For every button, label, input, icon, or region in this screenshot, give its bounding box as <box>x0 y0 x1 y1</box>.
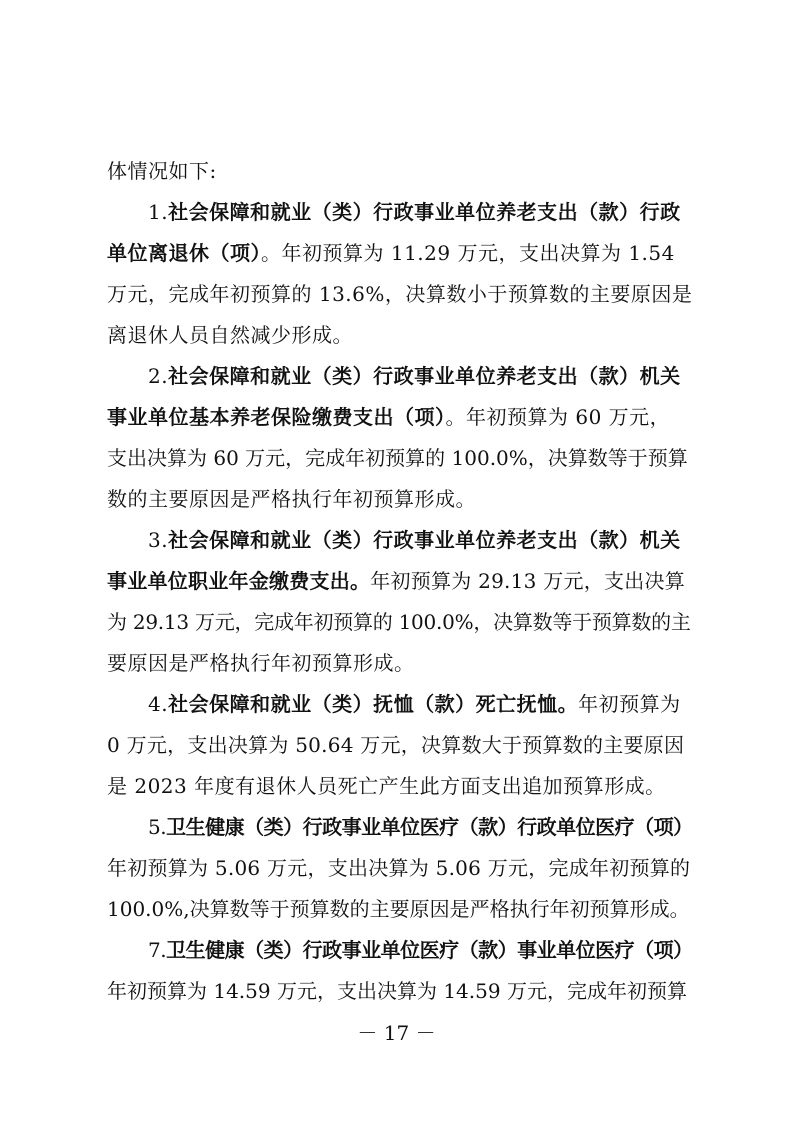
item-7-title-1: 卫生健康（类）行政事业单位医疗（款）事业单位医疗（项） <box>166 938 693 962</box>
item-2-line-1 <box>148 356 693 396</box>
item-7-line-1 <box>148 930 693 970</box>
item-4-number: 4. <box>148 692 169 716</box>
item-2-title-2: 事业单位基本养老保险缴费支出（项） <box>107 405 446 429</box>
item-4-text-2: 0 万元，支出决算为 50.64 万元，决算数大于预算数的主要原因 <box>107 733 685 757</box>
item-3-title-1: 社会保障和就业（类）行政事业单位养老支出（款）机关 <box>168 528 681 552</box>
item-4-line-1 <box>148 684 693 724</box>
item-3-line-1 <box>148 520 693 560</box>
item-2-text-4: 数的主要原因是严格执行年初预算形成。 <box>107 487 476 511</box>
item-1-title-2: 单位离退休（项） <box>107 241 261 265</box>
item-4-title-1: 社会保障和就业（类）抚恤（款）死亡抚恤。 <box>168 692 579 716</box>
item-3-text-2: 年初预算为 29.13 万元，支出决算 <box>370 569 685 593</box>
item-3-title-2: 事业单位职业年金缴费支出。 <box>107 569 371 593</box>
item-3-text-3: 为 29.13 万元，完成年初预算的 100.0%，决算数等于预算数的主 <box>107 610 691 634</box>
item-2-number: 2. <box>148 364 169 388</box>
item-5-line-2 <box>107 848 692 888</box>
item-2-line-3 <box>107 438 692 478</box>
item-1-text-4: 离退休人员自然减少形成。 <box>107 323 353 347</box>
page-number: － 17 － <box>357 1021 436 1045</box>
item-3-number: 3. <box>148 528 169 552</box>
item-4-text-1: 年初预算为 <box>578 692 681 716</box>
item-1-line-3 <box>107 274 692 314</box>
item-5-line-1 <box>148 807 693 847</box>
item-1-line-4 <box>107 315 692 355</box>
item-7-number: 7. <box>148 938 167 962</box>
item-7-line-2 <box>107 971 692 1011</box>
item-3-line-2 <box>107 561 692 601</box>
item-5-title-1: 卫生健康（类）行政事业单位医疗（款）行政单位医疗（项） <box>166 815 693 839</box>
item-2-text-3: 支出决算为 60 万元，完成年初预算的 100.0%，决算数等于预算 <box>107 446 688 470</box>
item-5-text-3: 100.0%,决算数等于预算数的主要原因是严格执行年初预算形成。 <box>107 897 690 921</box>
item-7-text-2: 年初预算为 14.59 万元，支出决算为 14.59 万元，完成年初预算 <box>107 979 687 1003</box>
item-2-text-2: 。年初预算为 60 万元， <box>445 405 671 429</box>
item-5-line-3 <box>107 889 692 929</box>
item-4-line-2 <box>107 725 692 765</box>
item-3-line-3 <box>107 602 692 642</box>
item-4-line-3 <box>107 766 692 806</box>
item-2-line-2 <box>107 397 692 437</box>
item-1-number: 1. <box>148 200 169 224</box>
intro-text: 体情况如下: <box>107 159 217 183</box>
item-3-line-4 <box>107 643 692 683</box>
item-5-number: 5. <box>148 815 167 839</box>
item-1-line-1 <box>148 192 693 232</box>
item-4-text-3: 是 2023 年度有退休人员死亡产生此方面支出追加预算形成。 <box>107 774 666 798</box>
item-2-title-1: 社会保障和就业（类）行政事业单位养老支出（款）机关 <box>168 364 681 388</box>
item-5-text-2: 年初预算为 5.06 万元，支出决算为 5.06 万元，完成年初预算的 <box>107 856 691 880</box>
item-3-text-4: 要原因是严格执行年初预算形成。 <box>107 651 415 675</box>
item-1-text-2: 。年初预算为 11.29 万元，支出决算为 1.54 <box>261 241 675 265</box>
item-1-line-2 <box>107 233 692 273</box>
item-2-line-4 <box>107 479 692 519</box>
intro-line <box>107 151 692 191</box>
item-1-title-1: 社会保障和就业（类）行政事业单位养老支出（款）行政 <box>168 200 681 224</box>
item-1-text-3: 万元，完成年初预算的 13.6%，决算数小于预算数的主要原因是 <box>107 282 693 306</box>
